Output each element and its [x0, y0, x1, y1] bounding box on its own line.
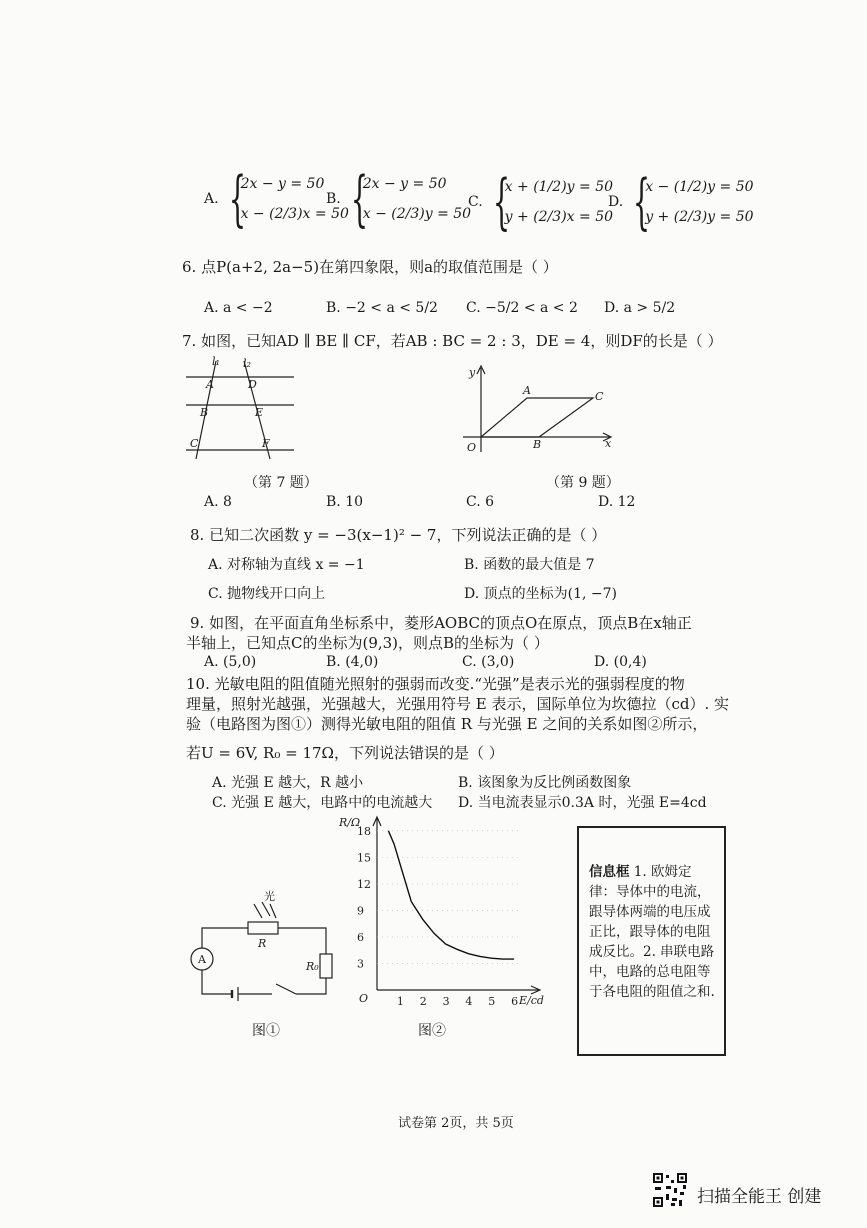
label-a: A [206, 378, 214, 391]
light-ray [270, 904, 276, 918]
photoresistor-r [248, 922, 278, 934]
info-box-text: 1. 欧姆定律：导体中的电流，跟导体两端的电压成正比，跟导体的电阻成反比。2. 串联电路中，电路的总电阻等于各电阻的阻值之和. [589, 864, 715, 1000]
option-letter: D. [608, 194, 624, 210]
q8-option-c: C. 抛物线开口向上 [208, 586, 326, 602]
light-ray [262, 902, 270, 916]
label-a: A [523, 384, 531, 397]
q10-stem-line-4: 若U = 6V, R₀ = 17Ω，下列说法错误的是（ ） [186, 744, 504, 762]
label-l2: l₂ [243, 357, 251, 370]
label-o: O [467, 441, 477, 454]
resistance-light-graph [335, 812, 550, 1017]
x-tick-label: 3 [442, 995, 450, 1008]
label-r: R [258, 937, 267, 950]
x-tick-label: 5 [488, 995, 496, 1008]
q10-option-d: D. 当电流表显示0.3A 时，光强 E=4cd [458, 795, 707, 811]
brace: { [633, 167, 651, 237]
equation: y + (2/3)y = 50 [645, 209, 754, 225]
y-tick-label: 18 [357, 824, 371, 838]
page-footer: 试卷第 2页，共 5页 [398, 1116, 514, 1131]
q5-option-b [326, 164, 472, 234]
circuit-diagram [184, 890, 344, 1005]
q7-stem: 7. 如图，已知AD ∥ BE ∥ CF，若AB : BC = 2 : 3，DE = 4，则DF的长是（ ） [182, 332, 723, 350]
q9-option-b: B. (4,0) [326, 654, 379, 670]
y-tick-label: 3 [357, 957, 364, 971]
label-b: B [200, 406, 209, 419]
label-light: 光 [264, 890, 275, 903]
brace: { [228, 164, 246, 234]
label-d: D [248, 378, 257, 391]
brace: { [492, 167, 510, 237]
brace: { [350, 164, 368, 234]
equation: x − (2/3)x = 50 [240, 206, 349, 222]
equation: x − (1/2)y = 50 [645, 179, 754, 195]
q10-option-b: B. 该图象为反比例函数图象 [458, 775, 632, 791]
wire [202, 928, 248, 948]
figure-7 [180, 355, 300, 465]
scanner-watermark: 扫描全能王 创建 [697, 1187, 822, 1207]
figure-9-caption: （第 9 题） [546, 475, 620, 491]
resistor-r0 [320, 954, 332, 978]
q8-option-a: A. 对称轴为直线 x = −1 [208, 557, 365, 573]
q9-option-d: D. (0,4) [594, 654, 647, 670]
label-l1: l₁ [212, 355, 220, 368]
q9-option-c: C. (3,0) [462, 654, 515, 670]
label-x: x [605, 437, 612, 450]
info-box [577, 826, 726, 1056]
q7-option-d: D. 12 [598, 494, 636, 510]
q6-option-c: C. −5/2 < a < 2 [466, 300, 578, 316]
equation: x + (1/2)y = 50 [504, 179, 614, 195]
q9-stem-line-1: 9. 如图，在平面直角坐标系中，菱形AOBC的顶点O在原点，顶点B在x轴正 [190, 614, 692, 632]
label-c: C [595, 390, 604, 403]
label-y: y [469, 366, 476, 379]
q10-stem-line-3: 验（电路图为图①）测得光敏电阻的阻值 R 与光强 E 之间的关系如图②所示， [186, 715, 708, 733]
equation: 2x − y = 50 [362, 176, 447, 192]
qr-code-icon [652, 1172, 688, 1208]
q10-option-a: A. 光强 E 越大，R 越小 [212, 775, 364, 791]
q8-option-d: D. 顶点的坐标为(1, −7) [464, 586, 617, 602]
label-e: E [255, 406, 264, 419]
label-b: B [533, 438, 542, 451]
y-tick-label: 12 [357, 877, 371, 891]
x-tick-label: 1 [396, 995, 404, 1008]
equation: y + (2/3)x = 50 [504, 209, 614, 225]
q7-option-b: B. 10 [326, 494, 364, 510]
rhombus-aobc [481, 398, 593, 437]
switch [276, 984, 296, 994]
option-letter: A. [204, 191, 219, 207]
r-e-curve [388, 831, 514, 959]
q5-option-d [608, 167, 754, 237]
x-tick-label: 4 [465, 995, 473, 1008]
circuit-caption: 图① [252, 1023, 280, 1039]
label-r0: R₀ [306, 960, 319, 973]
x-axis-label: E/cd [519, 994, 544, 1007]
equation: x − (2/3)y = 50 [362, 206, 472, 222]
x-tick-label: 6 [511, 995, 519, 1008]
q9-stem-line-2: 半轴上，已知点C的坐标为(9,3)，则点B的坐标为（ ） [186, 634, 549, 652]
info-box-title: 信息框 [589, 864, 630, 880]
option-letter: B. [326, 191, 341, 207]
wire [202, 970, 232, 994]
ammeter-label: A [198, 953, 206, 966]
q7-option-a: A. 8 [204, 494, 232, 510]
q10-stem-line-1: 10. 光敏电阻的阻值随光照射的强弱而改变.“光强”是表示光的强弱程度的物 [186, 675, 685, 693]
y-tick-label: 9 [357, 904, 364, 918]
label-f: F [262, 437, 270, 450]
q6-option-b: B. −2 < a < 5/2 [326, 300, 438, 316]
q10-option-c: C. 光强 E 越大，电路中的电流越大 [212, 795, 433, 811]
option-letter: C. [468, 194, 483, 210]
y-tick-label: 6 [357, 930, 364, 944]
q6-option-d: D. a > 5/2 [604, 300, 676, 316]
figure-9 [455, 362, 620, 457]
q8-stem: 8. 已知二次函数 y = −3(x−1)² − 7，下列说法正确的是（ ） [190, 526, 607, 544]
q6-stem: 6. 点P(a+2, 2a−5)在第四象限，则a的取值范围是（ ） [182, 258, 558, 276]
y-axis-label: R/Ω [339, 816, 361, 829]
light-ray [254, 904, 262, 918]
wire [296, 978, 326, 994]
graph-caption: 图② [418, 1023, 446, 1039]
q5-option-c [468, 167, 614, 237]
q6-option-a: A. a < −2 [204, 300, 273, 316]
label-c: C [190, 437, 199, 450]
q8-option-b: B. 函数的最大值是 7 [464, 557, 595, 573]
wire [278, 928, 326, 954]
y-tick-label: 15 [357, 851, 371, 865]
q9-option-a: A. (5,0) [204, 654, 257, 670]
origin-label: O [359, 992, 369, 1005]
x-tick-label: 2 [419, 995, 427, 1008]
q7-option-c: C. 6 [466, 494, 495, 510]
equation: 2x − y = 50 [240, 176, 325, 192]
q10-stem-line-2: 理量，照射光越强，光强越大，光强用符号 E 表示，国际单位为坎德拉（cd）. 实 [186, 695, 730, 713]
figure-7-caption: （第 7 题） [244, 475, 318, 491]
